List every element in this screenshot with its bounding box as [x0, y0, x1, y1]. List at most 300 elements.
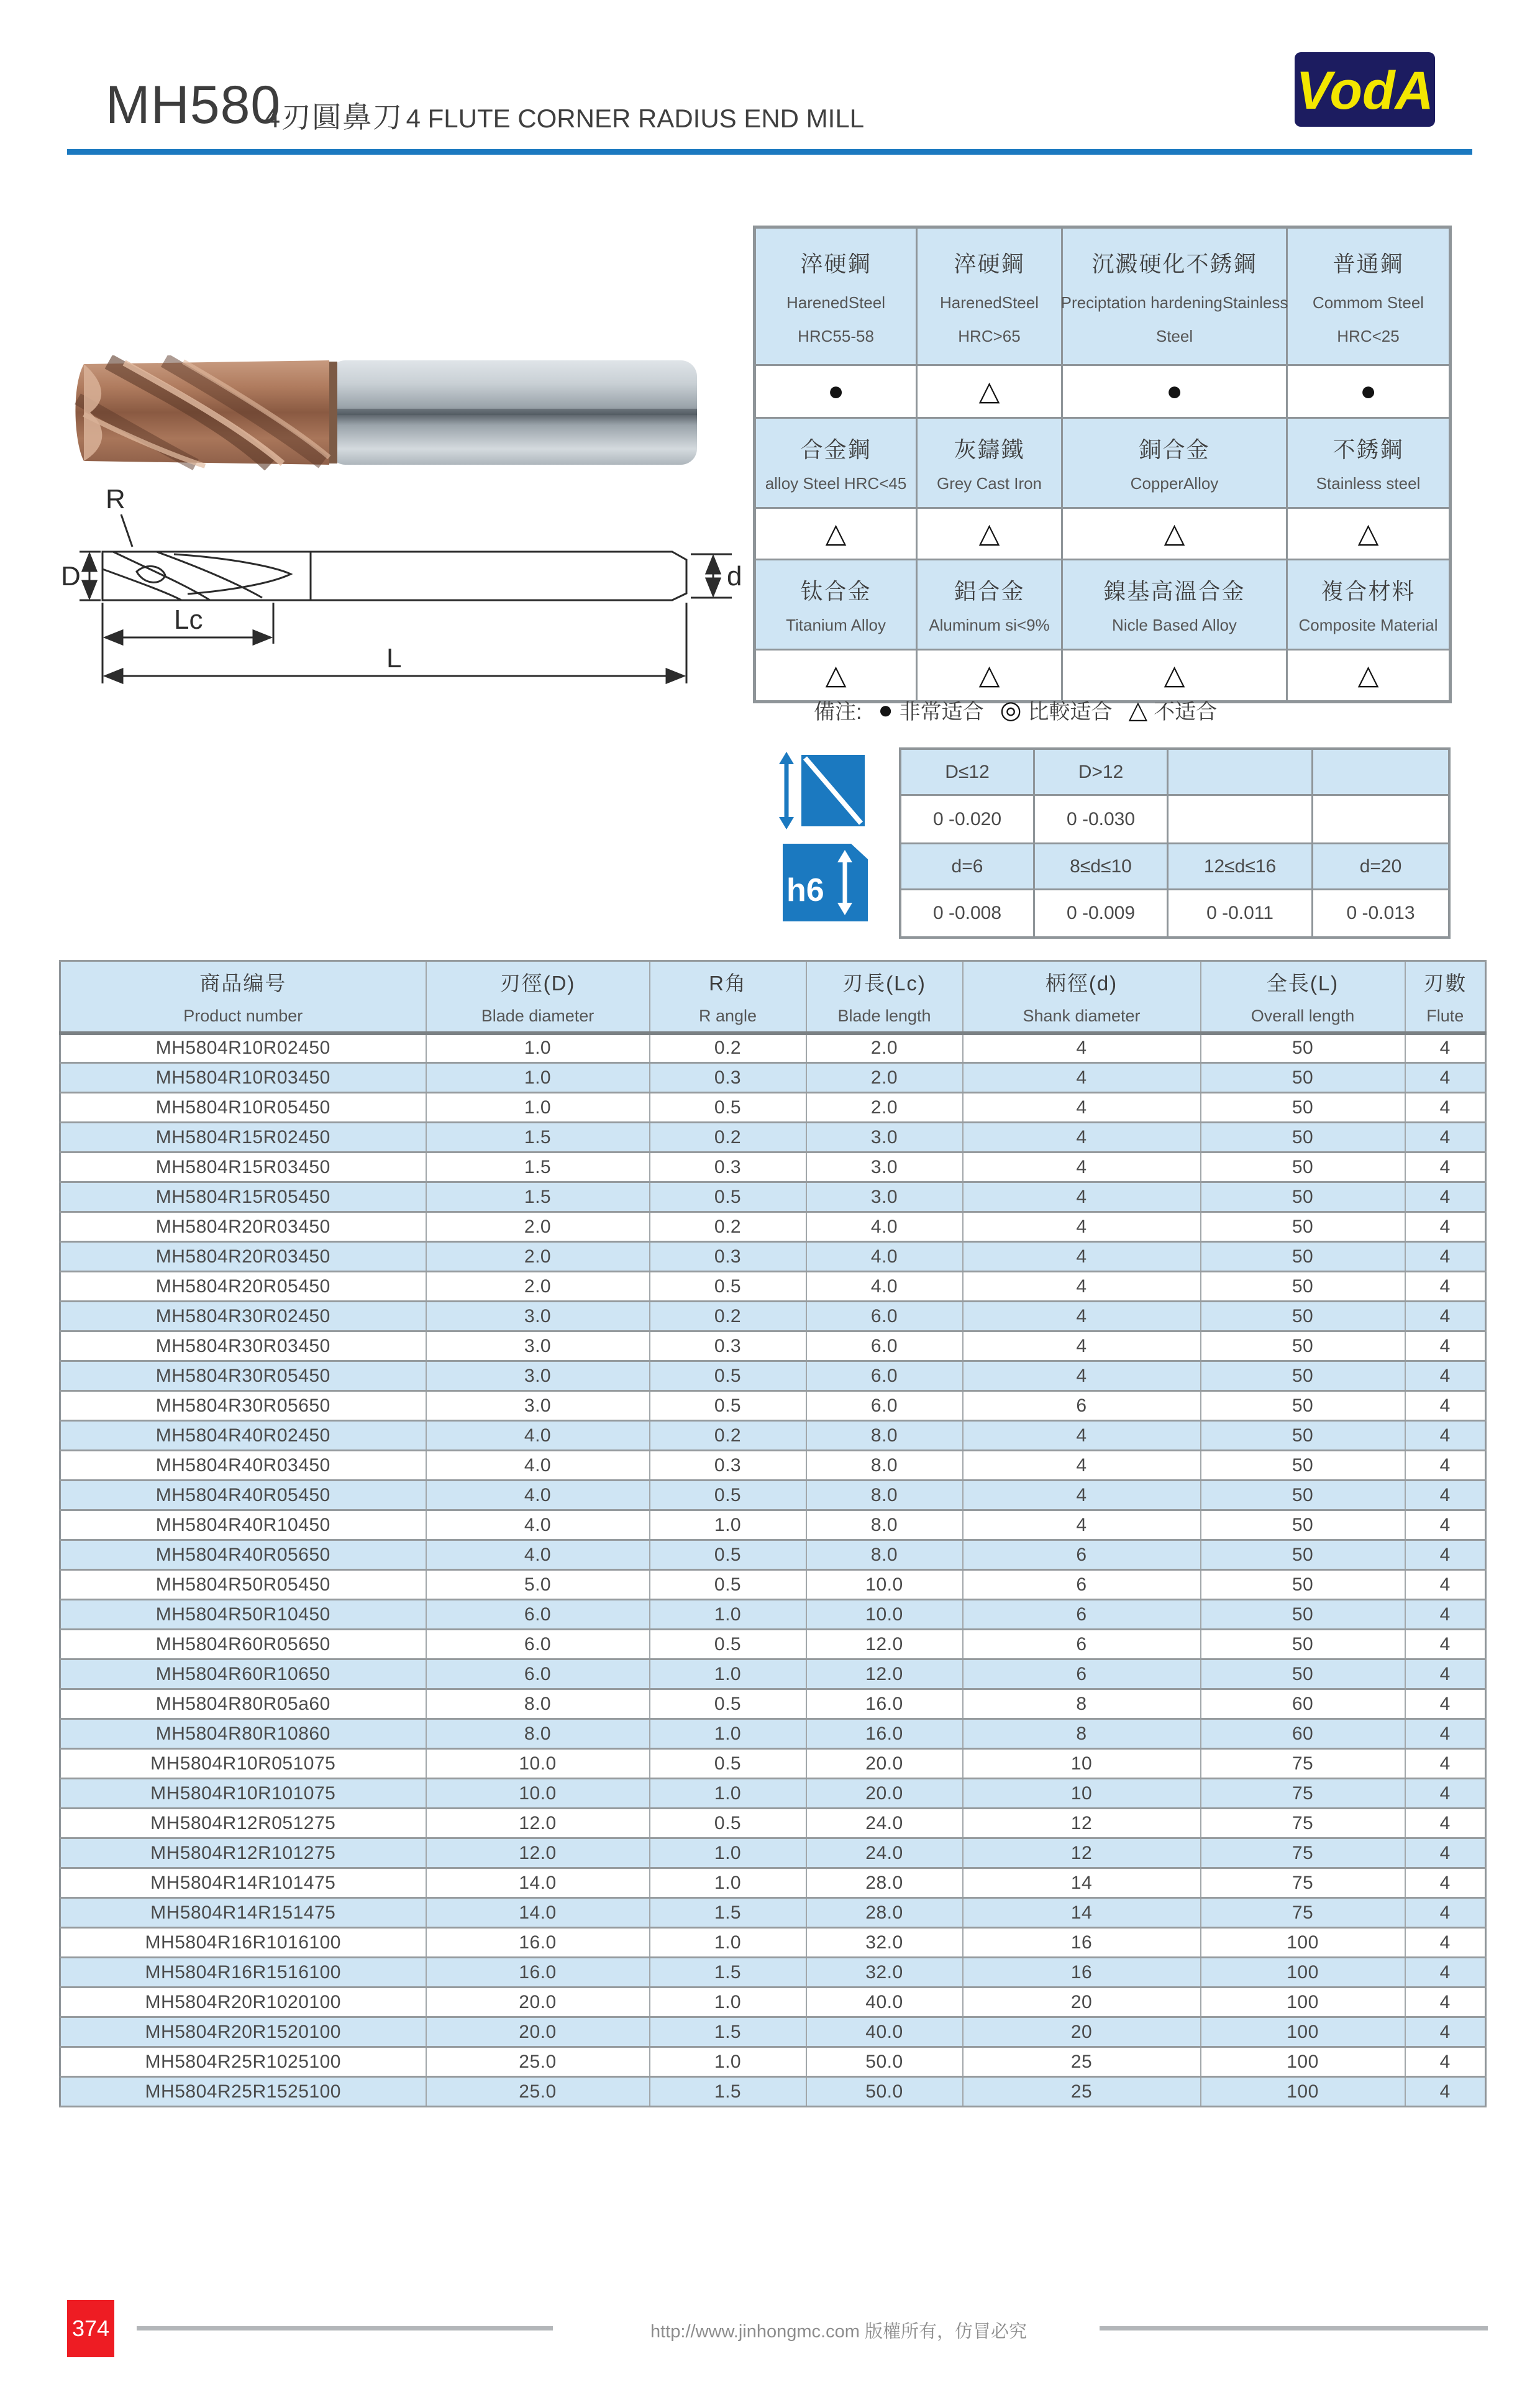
footer-rule-right [1100, 2326, 1488, 2330]
product-header-row [60, 961, 1486, 1033]
material-header-cell [756, 229, 916, 364]
spec-value-cell: 32.0 [806, 1928, 963, 1958]
spec-value-cell: 60 [1201, 1719, 1405, 1749]
spec-value-cell: 20.0 [426, 2017, 650, 2047]
product-number-cell: MH5804R12R051275 [60, 1809, 426, 1838]
triangle-icon: △ [1357, 518, 1379, 549]
spec-value-cell: 4 [1405, 1749, 1486, 1779]
table-row [60, 1898, 1486, 1928]
tolerance-header-cell: D≤12 [901, 750, 1033, 794]
material-header-cell [918, 560, 1061, 649]
spec-value-cell: 1.0 [650, 1779, 806, 1809]
spec-value-cell: 0.5 [650, 1689, 806, 1719]
spec-value-cell: 1.0 [650, 1988, 806, 2017]
product-number-cell: MH5804R16R1016100 [60, 1928, 426, 1958]
spec-value-cell: 4 [1405, 1093, 1486, 1123]
table-row [60, 1809, 1486, 1838]
material-header-cell [1060, 229, 1288, 364]
spec-value-cell: 4 [963, 1272, 1201, 1302]
product-number-cell: MH5804R50R10450 [60, 1600, 426, 1630]
legend-item-text: 比較适合 [1027, 700, 1113, 724]
spec-value-cell: 100 [1201, 1988, 1405, 2017]
triangle-icon: △ [978, 660, 1000, 690]
diagram-label-d-big: D [61, 561, 81, 591]
spec-value-cell: 4 [1405, 1302, 1486, 1331]
page-number-badge: 374 [67, 2300, 114, 2357]
spec-value-cell: 1.0 [650, 1928, 806, 1958]
triangle-icon: △ [1164, 518, 1185, 549]
spec-value-cell: 2.0 [806, 1063, 963, 1093]
product-number-cell: MH5804R60R05650 [60, 1630, 426, 1659]
product-column-header [1201, 961, 1405, 1033]
spec-value-cell: 16.0 [426, 1928, 650, 1958]
legend-item [1000, 695, 1113, 725]
spec-value-cell: 14.0 [426, 1868, 650, 1898]
subtitle-cn: 4刃圓鼻刀 [264, 101, 404, 134]
spec-value-cell: 1.5 [650, 1958, 806, 1988]
spec-value-cell: 0.2 [650, 1212, 806, 1242]
spec-value-cell: 4 [1405, 1063, 1486, 1093]
spec-value-cell: 4 [963, 1033, 1201, 1063]
material-suitability-cell [1288, 366, 1449, 417]
spec-value-cell: 0.5 [650, 1182, 806, 1212]
triangle-icon: △ [1164, 660, 1185, 690]
spec-value-cell: 12.0 [806, 1630, 963, 1659]
spec-value-cell: 20.0 [426, 1988, 650, 2017]
diagram-label-l: L [386, 643, 402, 673]
spec-value-cell: 1.0 [650, 2047, 806, 2077]
filled-circle-icon: ● [1166, 376, 1183, 406]
spec-value-cell: 2.0 [806, 1093, 963, 1123]
spec-value-cell: 4 [963, 1212, 1201, 1242]
material-suitability-cell [1063, 509, 1286, 559]
spec-value-cell: 1.0 [650, 1600, 806, 1630]
spec-value-cell: 4 [1405, 1212, 1486, 1242]
subtitle-en: 4 FLUTE CORNER RADIUS END MILL [406, 104, 865, 133]
spec-value-cell: 8.0 [426, 1719, 650, 1749]
table-row [60, 1779, 1486, 1809]
product-number-cell: MH5804R80R10860 [60, 1719, 426, 1749]
spec-value-cell: 4 [963, 1510, 1201, 1540]
material-suitability-cell [918, 509, 1061, 559]
tolerance-header-cell: d=6 [901, 844, 1033, 888]
column-header-en: Product number [183, 1006, 303, 1025]
table-row [60, 1331, 1486, 1361]
spec-value-cell: 4.0 [426, 1451, 650, 1481]
spec-value-cell: 16 [963, 1958, 1201, 1988]
spec-value-cell: 75 [1201, 1868, 1405, 1898]
column-header-cn: 全長(L) [1266, 971, 1339, 995]
table-row [60, 2047, 1486, 2077]
material-suitability-cell [1063, 650, 1286, 700]
material-header-cell [756, 560, 916, 649]
spec-value-cell: 4.0 [426, 1510, 650, 1540]
spec-value-cell: 24.0 [806, 1809, 963, 1838]
tolerance-value-cell: 0 -0.008 [901, 890, 1033, 936]
spec-value-cell: 4 [963, 1451, 1201, 1481]
spec-value-cell: 1.0 [426, 1063, 650, 1093]
spec-value-cell: 3.0 [426, 1302, 650, 1331]
spec-value-cell: 24.0 [806, 1838, 963, 1868]
spec-value-cell: 50 [1201, 1481, 1405, 1510]
triangle-icon: △ [978, 376, 1000, 406]
table-row [60, 1421, 1486, 1451]
material-suitability-cell [918, 650, 1061, 700]
spec-value-cell: 4 [1405, 1689, 1486, 1719]
product-number-cell: MH5804R40R05650 [60, 1540, 426, 1570]
spec-value-cell: 4 [963, 1123, 1201, 1153]
spec-value-cell: 3.0 [426, 1391, 650, 1421]
material-name-en: Grey Cast Iron [936, 474, 1042, 493]
spec-value-cell: 4.0 [806, 1212, 963, 1242]
column-header-cn: 刃長(Lc) [842, 971, 926, 995]
spec-value-cell: 4 [1405, 1123, 1486, 1153]
spec-value-cell: 4 [1405, 2017, 1486, 2047]
material-header-cell [756, 419, 916, 507]
spec-value-cell: 8 [963, 1719, 1201, 1749]
spec-value-cell: 50 [1201, 1063, 1405, 1093]
product-number-cell: MH5804R10R02450 [60, 1033, 426, 1063]
material-header-cell [918, 229, 1061, 364]
table-row [60, 1570, 1486, 1600]
spec-value-cell: 50.0 [806, 2077, 963, 2107]
spec-value-cell: 1.5 [650, 1898, 806, 1928]
product-number-cell: MH5804R12R101275 [60, 1838, 426, 1868]
spec-value-cell: 4 [1405, 1182, 1486, 1212]
product-number-cell: MH5804R25R1025100 [60, 2047, 426, 2077]
spec-value-cell: 4.0 [806, 1272, 963, 1302]
tolerance-value-cell: 0 -0.030 [1035, 796, 1167, 842]
filled-circle-icon: ● [827, 376, 844, 406]
tolerance-header-cell: 8≤d≤10 [1035, 844, 1167, 888]
product-number-cell: MH5804R10R05450 [60, 1093, 426, 1123]
spec-value-cell: 12.0 [426, 1809, 650, 1838]
product-number-cell: MH5804R14R151475 [60, 1898, 426, 1928]
spec-value-cell: 50 [1201, 1242, 1405, 1272]
spec-value-cell: 8.0 [806, 1510, 963, 1540]
spec-value-cell: 6.0 [426, 1659, 650, 1689]
material-header-cell [1063, 419, 1286, 507]
spec-value-cell: 50 [1201, 1540, 1405, 1570]
spec-value-cell: 8 [963, 1689, 1201, 1719]
spec-value-cell: 3.0 [426, 1361, 650, 1391]
spec-value-cell: 4.0 [426, 1421, 650, 1451]
double-circle-icon: ◎ [1000, 696, 1022, 724]
spec-value-cell: 0.3 [650, 1451, 806, 1481]
product-number-cell: MH5804R50R05450 [60, 1570, 426, 1600]
spec-value-cell: 4 [963, 1242, 1201, 1272]
spec-value-cell: 6.0 [806, 1361, 963, 1391]
spec-value-cell: 0.5 [650, 1272, 806, 1302]
spec-value-cell: 20 [963, 1988, 1201, 2017]
spec-value-cell: 1.0 [650, 1719, 806, 1749]
page-subtitle [264, 94, 864, 136]
spec-value-cell: 4 [1405, 1242, 1486, 1272]
spec-value-cell: 4 [1405, 1391, 1486, 1421]
triangle-icon: △ [825, 518, 847, 549]
end-mill-photo [65, 355, 702, 470]
material-suitability-cell [1288, 650, 1449, 700]
product-number-cell: MH5804R80R05a60 [60, 1689, 426, 1719]
spec-value-cell: 4 [963, 1063, 1201, 1093]
spec-value-cell: 4 [1405, 1331, 1486, 1361]
table-row [60, 1302, 1486, 1331]
spec-value-cell: 8.0 [806, 1540, 963, 1570]
spec-value-cell: 50 [1201, 1570, 1405, 1600]
material-name-en: Composite Material [1298, 616, 1438, 634]
material-name-en: HRC55-58 [798, 326, 874, 345]
spec-value-cell: 4 [1405, 1630, 1486, 1659]
spec-value-cell: 50 [1201, 1659, 1405, 1689]
table-row [60, 1391, 1486, 1421]
table-row [60, 1540, 1486, 1570]
column-header-en: Flute [1426, 1006, 1464, 1025]
spec-value-cell: 75 [1201, 1749, 1405, 1779]
product-number-cell: MH5804R40R03450 [60, 1451, 426, 1481]
column-header-en: Shank diameter [1023, 1006, 1141, 1025]
table-row [60, 1481, 1486, 1510]
spec-value-cell: 0.5 [650, 1570, 806, 1600]
spec-value-cell: 10.0 [806, 1600, 963, 1630]
spec-value-cell: 50 [1201, 1272, 1405, 1302]
spec-value-cell: 50 [1201, 1361, 1405, 1391]
spec-value-cell: 25.0 [426, 2077, 650, 2107]
spec-value-cell: 6.0 [806, 1391, 963, 1421]
material-name-en: Aluminum si<9% [929, 616, 1050, 634]
table-row [60, 1988, 1486, 2017]
material-suitability-table [753, 226, 1452, 703]
table-row [60, 1958, 1486, 1988]
column-header-cn: 柄徑(d) [1045, 971, 1118, 995]
product-table-body [60, 1033, 1486, 2107]
material-header-cell [918, 419, 1061, 507]
header-divider [67, 149, 1472, 155]
product-number-cell: MH5804R25R1525100 [60, 2077, 426, 2107]
spec-value-cell: 10.0 [806, 1570, 963, 1600]
product-number-cell: MH5804R16R1516100 [60, 1958, 426, 1988]
material-name-en: CopperAlloy [1130, 474, 1219, 493]
triangle-icon: △ [825, 660, 847, 690]
spec-value-cell: 10 [963, 1749, 1201, 1779]
spec-value-cell: 3.0 [806, 1153, 963, 1182]
product-number-cell: MH5804R30R05650 [60, 1391, 426, 1421]
spec-value-cell: 100 [1201, 2047, 1405, 2077]
material-name-cn: 合金鋼 [800, 437, 872, 462]
spec-value-cell: 32.0 [806, 1958, 963, 1988]
table-row [60, 1659, 1486, 1689]
material-name-cn: 不銹鋼 [1333, 437, 1404, 462]
spec-value-cell: 4 [1405, 1481, 1486, 1510]
material-name-en: Titanium Alloy [786, 616, 886, 634]
spec-value-cell: 8.0 [806, 1481, 963, 1510]
table-row [60, 1600, 1486, 1630]
tolerance-table [899, 747, 1451, 939]
tolerance-value-cell: 0 -0.020 [901, 796, 1033, 842]
spec-value-cell: 100 [1201, 2017, 1405, 2047]
spec-value-cell: 3.0 [806, 1182, 963, 1212]
spec-value-cell: 28.0 [806, 1898, 963, 1928]
spec-value-cell: 40.0 [806, 2017, 963, 2047]
spec-value-cell: 0.5 [650, 1809, 806, 1838]
material-name-cn: 淬硬鋼 [800, 251, 872, 277]
spec-value-cell: 0.5 [650, 1391, 806, 1421]
spec-value-cell: 50 [1201, 1600, 1405, 1630]
spec-value-cell: 2.0 [426, 1272, 650, 1302]
spec-value-cell: 6.0 [806, 1331, 963, 1361]
tolerance-header-cell [1169, 750, 1311, 794]
product-table-header [60, 961, 1486, 1033]
spec-value-cell: 28.0 [806, 1868, 963, 1898]
spec-value-cell: 6 [963, 1659, 1201, 1689]
product-column-header [1405, 961, 1486, 1033]
product-number-cell: MH5804R30R03450 [60, 1331, 426, 1361]
spec-value-cell: 0.5 [650, 1361, 806, 1391]
table-row [60, 2077, 1486, 2107]
spec-value-cell: 16 [963, 1928, 1201, 1958]
spec-value-cell: 6 [963, 1600, 1201, 1630]
page-title: MH580 [106, 75, 281, 135]
material-name-en: alloy Steel HRC<45 [765, 474, 907, 493]
spec-value-cell: 25 [963, 2077, 1201, 2107]
spec-value-cell: 4 [1405, 2047, 1486, 2077]
spec-value-cell: 4 [1405, 1153, 1486, 1182]
spec-value-cell: 4 [1405, 1988, 1486, 2017]
spec-value-cell: 5.0 [426, 1570, 650, 1600]
triangle-icon: △ [978, 518, 1000, 549]
diagram-label-lc: Lc [174, 605, 203, 635]
spec-value-cell: 10.0 [426, 1749, 650, 1779]
spec-value-cell: 4 [963, 1093, 1201, 1123]
material-name-en: Stainless steel [1316, 474, 1421, 493]
tolerance-header-cell: d=20 [1313, 844, 1448, 888]
spec-value-cell: 1.0 [650, 1838, 806, 1868]
spec-value-cell: 4 [1405, 1958, 1486, 1988]
product-number-cell: MH5804R10R101075 [60, 1779, 426, 1809]
spec-value-cell: 6.0 [426, 1630, 650, 1659]
triangle-icon: △ [1128, 696, 1148, 724]
material-name-en: HarenedSteel [786, 293, 885, 312]
product-number-cell: MH5804R10R051075 [60, 1749, 426, 1779]
h6-label: h6 [786, 872, 824, 908]
spec-value-cell: 6 [963, 1540, 1201, 1570]
table-row [60, 1212, 1486, 1242]
spec-value-cell: 50 [1201, 1153, 1405, 1182]
product-number-cell: MH5804R10R03450 [60, 1063, 426, 1093]
spec-value-cell: 100 [1201, 1928, 1405, 1958]
spec-value-cell: 1.0 [650, 1510, 806, 1540]
spec-value-cell: 75 [1201, 1809, 1405, 1838]
table-row [60, 1719, 1486, 1749]
material-name-en: HRC>65 [958, 326, 1021, 345]
spec-value-cell: 0.3 [650, 1153, 806, 1182]
spec-value-cell: 4 [1405, 1510, 1486, 1540]
spec-value-cell: 50 [1201, 1123, 1405, 1153]
column-header-en: Overall length [1251, 1006, 1355, 1025]
spec-value-cell: 4 [1405, 1421, 1486, 1451]
table-row [60, 1242, 1486, 1272]
spec-value-cell: 16.0 [426, 1958, 650, 1988]
dimension-diagram [43, 478, 745, 690]
product-number-cell: MH5804R30R05450 [60, 1361, 426, 1391]
table-row [60, 1093, 1486, 1123]
product-column-header [806, 961, 963, 1033]
spec-value-cell: 50 [1201, 1331, 1405, 1361]
spec-value-cell: 1.0 [650, 1659, 806, 1689]
table-row [60, 1928, 1486, 1958]
spec-value-cell: 12.0 [806, 1659, 963, 1689]
product-number-cell: MH5804R20R1520100 [60, 2017, 426, 2047]
spec-value-cell: 4 [1405, 1659, 1486, 1689]
spec-value-cell: 4 [1405, 1838, 1486, 1868]
material-header-cell [1288, 419, 1449, 507]
spec-value-cell: 50 [1201, 1510, 1405, 1540]
product-number-cell: MH5804R20R05450 [60, 1272, 426, 1302]
material-name-cn: 複合材料 [1321, 578, 1416, 604]
legend [814, 695, 1217, 725]
spec-value-cell: 4 [963, 1302, 1201, 1331]
material-name-en: Commom Steel [1312, 293, 1424, 312]
spec-value-cell: 0.5 [650, 1481, 806, 1510]
tolerance-value-cell [1313, 796, 1448, 842]
product-column-header [650, 961, 806, 1033]
spec-value-cell: 6 [963, 1391, 1201, 1421]
material-name-cn: 淬硬鋼 [954, 251, 1025, 277]
column-header-en: R angle [698, 1006, 757, 1025]
spec-value-cell: 60 [1201, 1689, 1405, 1719]
table-row [60, 1510, 1486, 1540]
table-row [60, 1749, 1486, 1779]
spec-value-cell: 1.0 [426, 1093, 650, 1123]
spec-value-cell: 4.0 [426, 1481, 650, 1510]
table-row [60, 1033, 1486, 1063]
spec-value-cell: 20 [963, 2017, 1201, 2047]
material-suitability-cell [756, 650, 916, 700]
spec-value-cell: 50 [1201, 1391, 1405, 1421]
spec-value-cell: 4 [1405, 1779, 1486, 1809]
spec-value-cell: 10 [963, 1779, 1201, 1809]
material-name-en: HarenedSteel [940, 293, 1039, 312]
spec-value-cell: 75 [1201, 1898, 1405, 1928]
spec-value-cell: 3.0 [426, 1331, 650, 1361]
product-column-header [963, 961, 1201, 1033]
spec-value-cell: 4 [963, 1153, 1201, 1182]
spec-value-cell: 0.5 [650, 1749, 806, 1779]
brand-logo-icon [1294, 52, 1436, 127]
spec-value-cell: 0.3 [650, 1063, 806, 1093]
spec-value-cell: 1.5 [426, 1123, 650, 1153]
spec-value-cell: 2.0 [806, 1033, 963, 1063]
spec-value-cell: 40.0 [806, 1988, 963, 2017]
spec-value-cell: 4 [1405, 1898, 1486, 1928]
product-column-header [60, 961, 426, 1033]
spec-value-cell: 4 [1405, 1600, 1486, 1630]
spec-value-cell: 20.0 [806, 1749, 963, 1779]
spec-value-cell: 4 [1405, 1868, 1486, 1898]
product-number-cell: MH5804R40R05450 [60, 1481, 426, 1510]
footer-text: http://www.jinhongmc.com 版權所有，仿冒必究 [650, 2322, 1027, 2342]
product-number-cell: MH5804R15R02450 [60, 1123, 426, 1153]
tolerance-header-cell: 12≤d≤16 [1169, 844, 1311, 888]
material-name-cn: 钛合金 [800, 578, 872, 604]
spec-value-cell: 6.0 [426, 1600, 650, 1630]
spec-value-cell: 0.5 [650, 1540, 806, 1570]
spec-value-cell: 100 [1201, 2077, 1405, 2107]
table-row [60, 1272, 1486, 1302]
spec-value-cell: 50 [1201, 1421, 1405, 1451]
spec-value-cell: 12.0 [426, 1838, 650, 1868]
diagram-label-r: R [106, 484, 125, 514]
spec-value-cell: 50 [1201, 1212, 1405, 1242]
